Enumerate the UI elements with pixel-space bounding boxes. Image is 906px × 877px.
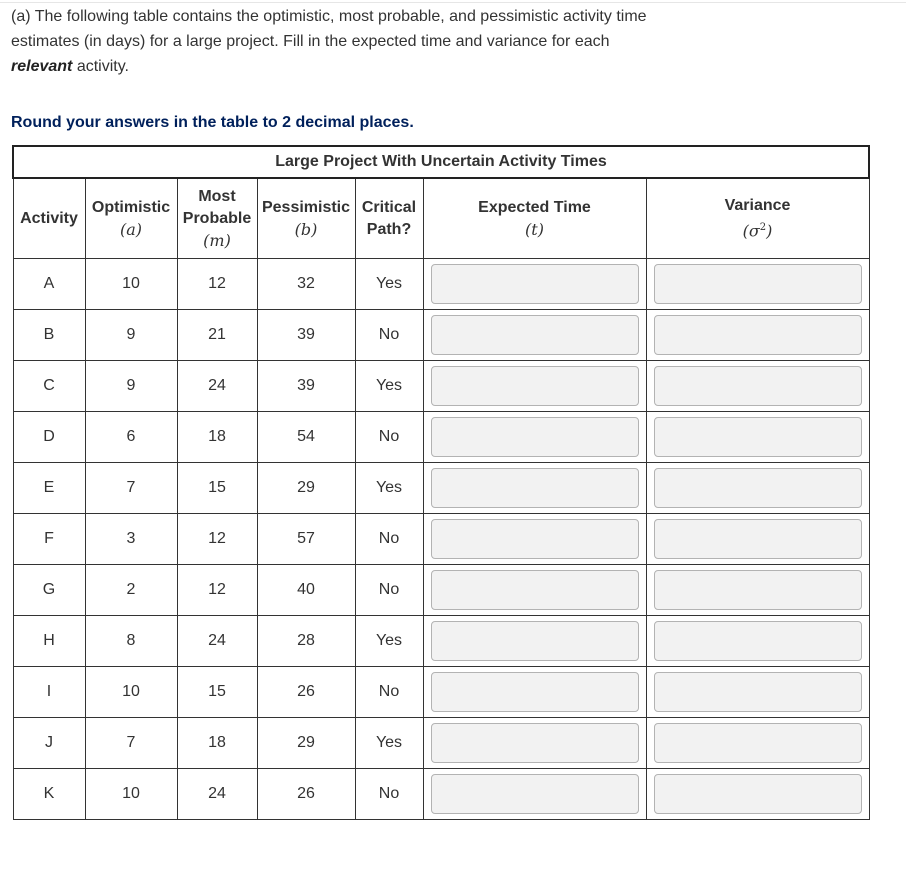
variance-cell: [646, 667, 869, 718]
table-row: [13, 412, 869, 463]
optimistic-cell: 2: [85, 565, 177, 616]
pessimistic-cell: 26: [257, 667, 355, 718]
pessimistic-cell: 29: [257, 463, 355, 514]
variance-cell: [646, 361, 869, 412]
table-row: [13, 667, 869, 718]
activity-cell: C: [13, 361, 85, 412]
activity-cell: F: [13, 514, 85, 565]
expected-time-input-a[interactable]: [431, 264, 639, 304]
optimistic-cell: 8: [85, 616, 177, 667]
question-intro: [11, 4, 661, 79]
expected-time-input-c[interactable]: [431, 366, 639, 406]
most-probable-cell: 12: [177, 514, 257, 565]
most-probable-cell: 18: [177, 718, 257, 769]
optimistic-cell: 9: [85, 310, 177, 361]
expected-time-cell: [423, 514, 646, 565]
critical-path-cell: Yes: [355, 616, 423, 667]
optimistic-cell: 7: [85, 718, 177, 769]
critical-path-cell: No: [355, 310, 423, 361]
expected-time-cell: [423, 718, 646, 769]
pessimistic-cell: 26: [257, 769, 355, 820]
expected-time-cell: [423, 259, 646, 310]
activity-cell: K: [13, 769, 85, 820]
table-row: [13, 361, 869, 412]
variance-input-h[interactable]: [654, 621, 862, 661]
pessimistic-cell: 28: [257, 616, 355, 667]
expected-time-cell: [423, 667, 646, 718]
header-variance: Variance $(\sigma^2)$: [646, 178, 869, 259]
header-row: [13, 178, 869, 259]
activity-cell: B: [13, 310, 85, 361]
critical-path-cell: No: [355, 514, 423, 565]
intro-text-end: activity.: [72, 58, 129, 75]
header-pessimistic: Pessimistic (b): [257, 178, 355, 259]
top-divider: [0, 2, 906, 3]
pessimistic-cell: 29: [257, 718, 355, 769]
table-row: [13, 616, 869, 667]
activity-cell: I: [13, 667, 85, 718]
variance-cell: [646, 514, 869, 565]
table-row: [13, 259, 869, 310]
variance-cell: [646, 565, 869, 616]
variance-cell: [646, 769, 869, 820]
pessimistic-cell: 54: [257, 412, 355, 463]
variance-cell: [646, 718, 869, 769]
variance-input-b[interactable]: [654, 315, 862, 355]
most-probable-cell: 21: [177, 310, 257, 361]
table-row: [13, 514, 869, 565]
optimistic-cell: 10: [85, 667, 177, 718]
header-most-probable: Most Probable (m): [177, 178, 257, 259]
activity-cell: H: [13, 616, 85, 667]
most-probable-cell: 15: [177, 463, 257, 514]
variance-input-f[interactable]: [654, 519, 862, 559]
pessimistic-cell: 39: [257, 361, 355, 412]
pessimistic-cell: 32: [257, 259, 355, 310]
most-probable-cell: 18: [177, 412, 257, 463]
expected-time-input-h[interactable]: [431, 621, 639, 661]
variance-input-j[interactable]: [654, 723, 862, 763]
expected-time-input-g[interactable]: [431, 570, 639, 610]
expected-time-cell: [423, 616, 646, 667]
variance-input-a[interactable]: [654, 264, 862, 304]
activity-cell: D: [13, 412, 85, 463]
critical-path-cell: No: [355, 769, 423, 820]
expected-time-cell: [423, 769, 646, 820]
variance-cell: [646, 463, 869, 514]
expected-time-cell: [423, 361, 646, 412]
expected-time-input-j[interactable]: [431, 723, 639, 763]
pessimistic-cell: 57: [257, 514, 355, 565]
header-activity: Activity: [13, 178, 85, 259]
header-expected-time: Expected Time (t): [423, 178, 646, 259]
expected-time-cell: [423, 463, 646, 514]
optimistic-cell: 3: [85, 514, 177, 565]
most-probable-cell: 12: [177, 565, 257, 616]
most-probable-cell: 24: [177, 361, 257, 412]
variance-cell: [646, 412, 869, 463]
table-row: [13, 565, 869, 616]
activity-cell: J: [13, 718, 85, 769]
expected-time-input-i[interactable]: [431, 672, 639, 712]
table-row: [13, 718, 869, 769]
table-row: [13, 463, 869, 514]
header-critical-path: Critical Path?: [355, 178, 423, 259]
activity-cell: E: [13, 463, 85, 514]
most-probable-cell: 24: [177, 616, 257, 667]
expected-time-cell: [423, 565, 646, 616]
critical-path-cell: No: [355, 412, 423, 463]
activity-table: [12, 145, 870, 820]
optimistic-cell: 10: [85, 259, 177, 310]
most-probable-cell: 15: [177, 667, 257, 718]
header-optimistic: Optimistic (a): [85, 178, 177, 259]
optimistic-cell: 7: [85, 463, 177, 514]
expected-time-input-d[interactable]: [431, 417, 639, 457]
table-caption: Large Project With Uncertain Activity Times: [13, 146, 869, 178]
variance-input-c[interactable]: [654, 366, 862, 406]
activity-cell: A: [13, 259, 85, 310]
expected-time-input-e[interactable]: [431, 468, 639, 508]
optimistic-cell: 10: [85, 769, 177, 820]
critical-path-cell: Yes: [355, 463, 423, 514]
rounding-instruction: Round your answers in the table to 2 decimal places.: [11, 114, 414, 131]
pessimistic-cell: 39: [257, 310, 355, 361]
variance-cell: [646, 616, 869, 667]
variance-input-i[interactable]: [654, 672, 862, 712]
variance-cell: [646, 259, 869, 310]
variance-cell: [646, 310, 869, 361]
activity-cell: G: [13, 565, 85, 616]
variance-input-d[interactable]: [654, 417, 862, 457]
intro-text: (a) The following table contains the optimistic, most probable, and pessimistic activity time estimates (in days) for a large project. Fill in the expected time and variance for each: [11, 8, 647, 50]
critical-path-cell: No: [355, 667, 423, 718]
expected-time-cell: [423, 412, 646, 463]
variance-input-k[interactable]: [654, 774, 862, 814]
critical-path-cell: Yes: [355, 259, 423, 310]
most-probable-cell: 12: [177, 259, 257, 310]
expected-time-input-b[interactable]: [431, 315, 639, 355]
critical-path-cell: No: [355, 565, 423, 616]
pessimistic-cell: 40: [257, 565, 355, 616]
optimistic-cell: 9: [85, 361, 177, 412]
expected-time-input-f[interactable]: [431, 519, 639, 559]
critical-path-cell: Yes: [355, 361, 423, 412]
most-probable-cell: 24: [177, 769, 257, 820]
table-row: [13, 310, 869, 361]
optimistic-cell: 6: [85, 412, 177, 463]
critical-path-cell: Yes: [355, 718, 423, 769]
table-row: [13, 769, 869, 820]
expected-time-input-k[interactable]: [431, 774, 639, 814]
variance-input-e[interactable]: [654, 468, 862, 508]
variance-input-g[interactable]: [654, 570, 862, 610]
intro-emphasis: relevant: [11, 58, 73, 75]
expected-time-cell: [423, 310, 646, 361]
